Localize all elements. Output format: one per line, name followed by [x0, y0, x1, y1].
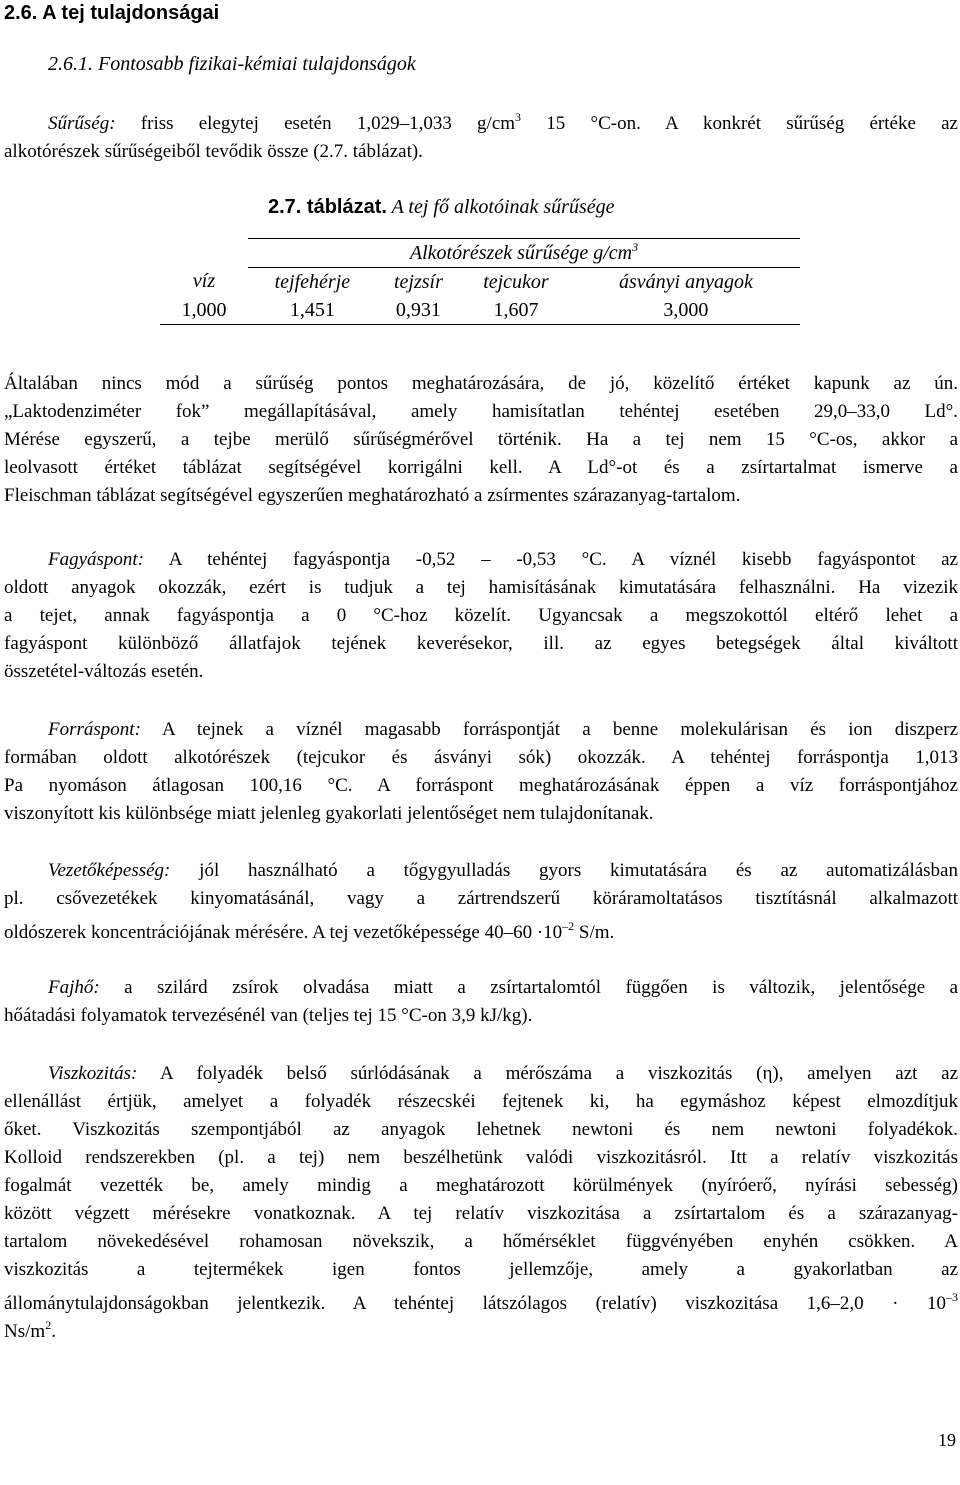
boiling-term: Forráspont:	[48, 719, 141, 740]
col-water: víz	[192, 270, 216, 293]
table-caption: 2.7. táblázat. A tej fő alkotóinak sűrűsége	[268, 196, 615, 218]
val-minerals: 3,000	[572, 296, 800, 325]
laktodenzimeter-paragraph: Általában nincs mód a sűrűség pontos meghatározására, de jó, közelítő értéket kapunk az ún. „Laktodenziméter fok” megállapításával, amely hamisítatlan tehéntej esetében 29,0–33,0 Ld°. Mérése egyszerű, a tejbe merülő sűrűségmérővel történik. Ha a tej nem 15 °C-os, akkor a leolvasott értéket táblázat segítségével korrigálni kell. A Ld°-ot és a zsírtartalmat ismerve a Fleischman táblázat segítségével egyszerűen meghatározható a zsírmentes szárazanyag-tartalom.	[4, 373, 958, 506]
col-lactose: tejcukor	[483, 270, 549, 293]
density-table	[160, 238, 800, 325]
col-minerals: ásványi anyagok	[618, 270, 753, 293]
viscosity-paragraph: Viszkozitás: A folyadék belső súrlódásának a mérőszáma a viszkozitás (η), amelyen azt az ellenállást értjük, amelyet a folyadék részecskéi fejtenek ki, ha egymáshoz képest elmozdítjuk őket. Viszkozitás szempontjából az anyagok lehetnek newtoni és nem newtoni folyadékok. Kolloid rendszerekben (pl. a tej) nem beszélhetünk valódi viszkozitásról. Itt a relatív viszkozitás fogalmát vezették be, amely mindig a meghatározott körülmények (nyíróerő, nyírási sebesség) között végzett mérésekre vonatkoznak. A tej relatív viszkozitása a zsírtartalom és a szárazanyag- tartalom növekedésével rohamosan növekszik, a hőmérséklet függvényében enyhén csökken. A viszkozitás a tejtermékek igen fontos jellemzője, amely a gyakorlatban az állománytulajdonságokban jelentkezik. A tehéntej látszólagos (relatív) viszkozitása $1,6-2,0 \cdot 10^{-3}$ $Ns/m^2$.	[4, 1063, 958, 1342]
section-heading: 2.6. A tej tulajdonságai	[4, 2, 220, 24]
page-number: 19	[938, 1430, 956, 1450]
table-row	[160, 268, 800, 297]
col-protein: tejfehérje	[274, 270, 351, 293]
table-row	[160, 296, 800, 325]
density-term: Sűrűség:	[48, 113, 116, 134]
val-lactose: 1,607	[460, 296, 572, 325]
val-fat: 0,931	[377, 296, 460, 325]
heat-paragraph: Fajhő: a szilárd zsírok olvadása miatt a zsírtartalomtól függően is változik, jelentősége a hőátadási folyamatok tervezésénél van (teljes tej 15 °C-on 3,9 kJ/kg).	[4, 977, 958, 1026]
boiling-paragraph: Forráspont: A tejnek a víznél magasabb forráspontját a benne molekulárisan és ion diszperz formában oldott alkotórészek (tejcukor és ásványi sók) okozzák. A tehéntej forráspontja 1,013 Pa nyomáson átlagosan 100,16 °C. A forráspont meghatározásának éppen a víz forráspontjához viszonyított kis különbsége miatt jelenleg gyakorlati jelentőséget nem tulajdonítanak.	[4, 719, 958, 824]
density-line-2: alkotórészek sűrűségeiből tevődik össze (2.7. táblázat).	[4, 141, 423, 162]
conductivity-term: Vezetőképesség:	[48, 860, 171, 881]
val-protein: 1,451	[248, 296, 377, 325]
table-header: Alkotórészek sűrűsége $g/cm^3$	[248, 239, 800, 268]
val-water: 1,000	[160, 296, 248, 325]
density-paragraph	[4, 110, 958, 166]
heat-term: Fajhő:	[48, 977, 100, 998]
col-fat: tejzsír	[393, 270, 443, 293]
freezing-paragraph: Fagyáspont: A tehéntej fagyáspontja -0,52 – -0,53 °C. A víznél kisebb fagyáspontot az oldott anyagok okozzák, ezért is tudjuk a tej hamisításának kimutatására felhasználni. Ha vizezik a tejet, annak fagyáspontja a 0 °C-hoz közelít. Ugyancsak a megszokottól eltérő lehet a fagyáspont különböző állatfajok tejének keverésekor, ill. az egyes betegségek által kiváltott összetétel-változás esetén.	[4, 549, 958, 682]
conductivity-paragraph: Vezetőképesség: jól használható a tőgygyulladás gyors kimutatására és az automatizálásban pl. csővezetékek kinyomatásánál, vagy a zártrendszerű köráramoltatásos tisztításnál alkalmazott oldószerek koncentrációjának mérésére. A tej vezetőképessége $40-60 \cdot 10^{-2}$ S/m.	[4, 860, 958, 943]
density-line-1: Sűrűség: friss elegytej esetén 1,029–1,033 $g/cm^3$ 15 °C-on. A konkrét sűrűség értéke az	[48, 110, 958, 134]
viscosity-term: Viszkozitás:	[48, 1063, 138, 1084]
subsection-heading: 2.6.1. Fontosabb fizikai-kémiai tulajdonságok	[48, 53, 416, 75]
freezing-term: Fagyáspont:	[48, 549, 145, 570]
